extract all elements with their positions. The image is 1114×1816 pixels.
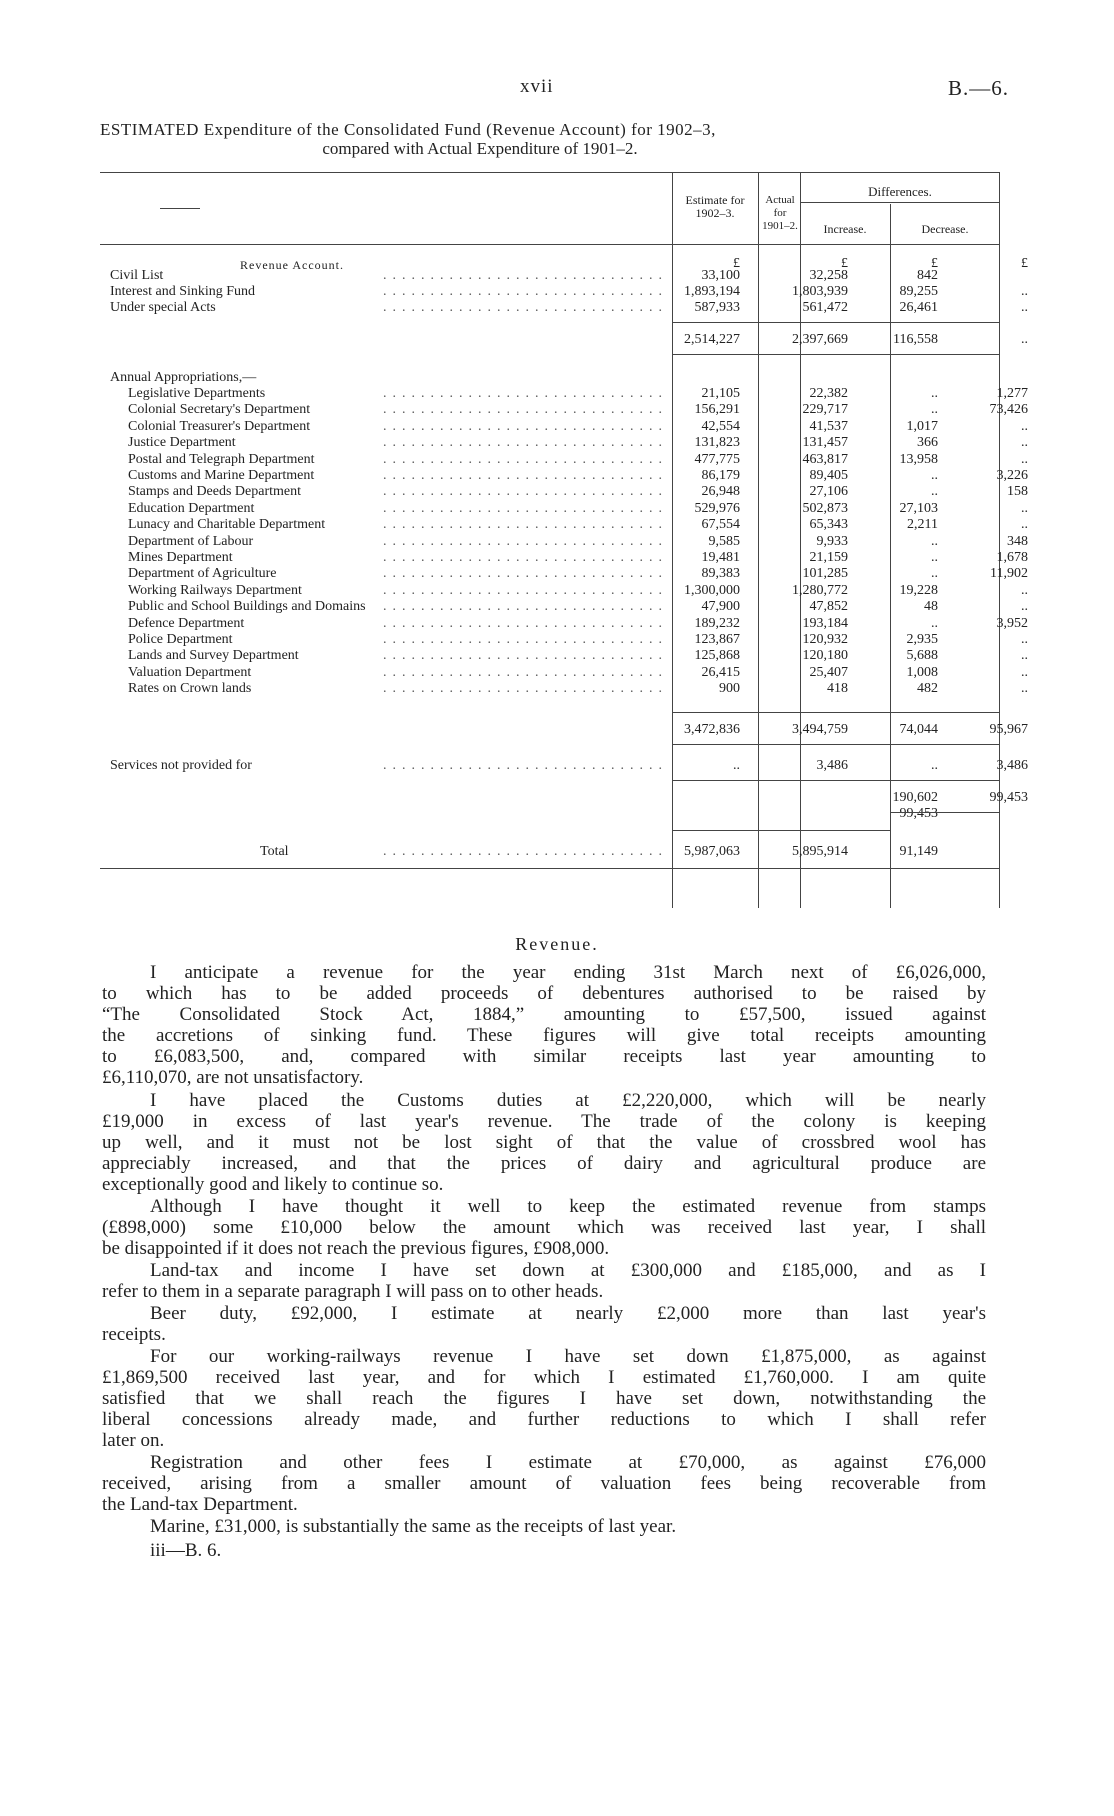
row-actual: 3,486 [816, 758, 848, 773]
paragraph-line: Beer duty, £92,000, I estimate at nearly £2,000 more than last year's [150, 1303, 986, 1324]
table-title-line-2: compared with Actual Expenditure of 1901–2. [322, 139, 638, 158]
sum-increase-less: 99,453 [899, 806, 938, 821]
row-increase: 89,255 [899, 284, 938, 299]
row-decrease: .. [1021, 664, 1028, 680]
leader-dots: .............................. [383, 451, 668, 467]
total-increase: 91,149 [899, 844, 938, 859]
row-actual: 120,932 [802, 632, 848, 647]
sums-row [100, 790, 1028, 806]
row-actual: 89,405 [809, 468, 848, 483]
header-bottom-rule [100, 244, 1000, 245]
paragraph-line: satisfied that we shall reach the figures I have set down, notwithstanding the [102, 1388, 986, 1409]
leader-dots: .............................. [383, 386, 668, 401]
row-estimate: 587,933 [694, 300, 740, 315]
currency-symbol: £ [733, 256, 740, 271]
row-actual: 502,873 [802, 500, 848, 516]
row-label: Public and School Buildings and Domains [128, 599, 366, 615]
subtotal-increase: 116,558 [893, 332, 938, 347]
row-decrease: 158 [1007, 484, 1028, 500]
differences-rule [800, 202, 1000, 203]
row-estimate: 9,585 [708, 533, 740, 549]
table-row [100, 484, 1028, 500]
row-increase: .. [931, 566, 938, 582]
row-label: Colonial Secretary's Department [128, 402, 311, 418]
row-label: Department of Agriculture [128, 566, 277, 582]
footer-signature: iii—B. 6. [150, 1540, 222, 1561]
row-label: Postal and Telegraph Department [128, 451, 315, 467]
sums-less-row [100, 806, 1000, 822]
row-estimate: 1,893,194 [684, 284, 740, 299]
row-estimate: 125,868 [694, 648, 740, 664]
table-row [100, 284, 1028, 300]
paragraph-line: to £6,083,500, and, compared with similar receipts last year amounting to [102, 1046, 986, 1067]
table-row [100, 468, 1028, 484]
row-decrease: .. [1021, 582, 1028, 598]
table-row [100, 517, 1028, 533]
table-row [100, 582, 1028, 599]
paragraph-line: For our working-railways revenue I have set down £1,875,000, as against [150, 1346, 986, 1367]
group2-subtotal-bottom-rule [672, 744, 1000, 745]
table-title-line-1: ESTIMATED Expenditure of the Consolidated Fund (Revenue Account) for 1902–3, [100, 120, 716, 139]
paragraph-line: later on. [102, 1430, 165, 1451]
paragraph-line: exceptionally good and likely to continue so. [102, 1174, 444, 1195]
leader-dots: .............................. [383, 681, 668, 697]
row-decrease: .. [1021, 648, 1028, 664]
leader-dots: .............................. [383, 758, 668, 773]
annual-appropriations-heading: Annual Appropriations,— [110, 370, 257, 385]
group1-subtotal-row [100, 332, 1028, 348]
paragraph-line: receipts. [102, 1324, 166, 1345]
table-row [100, 386, 1028, 402]
leader-dots: .............................. [383, 268, 668, 283]
total-estimate: 5,987,063 [684, 844, 740, 859]
row-label: Mines Department [128, 550, 233, 565]
subtotal-decrease: .. [1021, 332, 1028, 347]
row-estimate: 1,300,000 [684, 582, 740, 598]
table-row [100, 268, 1000, 284]
table-row [100, 435, 1028, 451]
currency-symbol: £ [841, 256, 848, 271]
paragraph-line: refer to them in a separate paragraph I will pass on to other heads. [102, 1281, 604, 1302]
paragraph-line: £6,110,070, are not unsatisfactory. [102, 1067, 364, 1088]
table-row [100, 500, 1028, 517]
row-decrease: .. [1021, 517, 1028, 533]
row-label: Colonial Treasurer's Department [128, 418, 311, 434]
row-actual: 22,382 [809, 386, 848, 401]
row-increase: 26,461 [899, 300, 938, 315]
paragraph-line: up well, and it must not be lost sight of that the value of crossbred wool has [102, 1132, 986, 1153]
row-label: Lands and Survey Department [128, 648, 299, 664]
row-decrease: .. [1021, 500, 1028, 516]
actual-column-header: Actual for 1901–2. [762, 194, 798, 232]
leader-dots: .............................. [383, 599, 668, 615]
row-label: Valuation Department [128, 664, 252, 680]
subtotal-actual: 2,397,669 [792, 332, 848, 347]
paragraph-line: I anticipate a revenue for the year ending 31st March next of £6,026,000, [150, 962, 986, 983]
services-not-provided-row [100, 758, 1028, 774]
row-actual: 21,159 [809, 550, 848, 565]
row-increase: 1,008 [906, 664, 938, 680]
row-increase: 2,211 [907, 517, 938, 533]
document-reference: B.—6. [948, 76, 1010, 100]
paragraph-line: appreciably increased, and that the prices of dairy and agricultural produce are [102, 1153, 986, 1174]
row-decrease: 3,226 [996, 468, 1028, 483]
subtotal-estimate: 2,514,227 [684, 332, 740, 347]
row-decrease: .. [1021, 300, 1028, 315]
row-decrease: .. [1021, 599, 1028, 615]
table-row [100, 664, 1028, 681]
table-bottom-rule [100, 868, 1000, 869]
row-actual: 27,106 [809, 484, 848, 500]
row-increase: 5,688 [906, 648, 938, 664]
leader-dots: .............................. [383, 435, 668, 451]
row-decrease: 3,952 [996, 615, 1028, 631]
table-row [100, 599, 1028, 615]
row-estimate: 33,100 [701, 268, 740, 283]
leader-dots: .............................. [383, 500, 668, 516]
table-row [100, 615, 1028, 632]
paragraph-beer-duty [102, 1303, 986, 1345]
total-label: Total [260, 844, 289, 859]
leader-dots: .............................. [383, 582, 668, 598]
table-top-rule [100, 172, 1000, 173]
subtotal-actual: 3,494,759 [792, 722, 848, 737]
table-row [100, 418, 1028, 435]
total-top-rule [672, 830, 890, 831]
row-increase: 842 [917, 268, 938, 283]
row-label: Working Railways Department [128, 582, 302, 598]
leader-dots: .............................. [383, 615, 668, 631]
row-estimate: 67,554 [701, 517, 740, 533]
row-estimate: 900 [719, 681, 740, 697]
total-actual: 5,895,914 [792, 844, 848, 859]
decrease-column-header: Decrease. [921, 222, 969, 236]
table-row [100, 533, 1028, 550]
paragraph-line: I have placed the Customs duties at £2,220,000, which will be nearly [150, 1090, 986, 1111]
subtotal-estimate: 3,472,836 [684, 722, 740, 737]
leader-dots: .............................. [383, 418, 668, 434]
row-actual: 463,817 [802, 451, 848, 467]
row-decrease: 348 [1007, 533, 1028, 549]
subtotal-decrease: 95,967 [989, 722, 1028, 737]
row-label: Interest and Sinking Fund [110, 284, 256, 299]
currency-symbol: £ [931, 256, 938, 271]
leader-dots: .............................. [383, 648, 668, 664]
sum-decrease: 99,453 [989, 790, 1028, 805]
row-increase: .. [931, 758, 938, 773]
paragraph-line: £1,869,500 received last year, and for which I estimated £1,760,000. I am quite [102, 1367, 986, 1388]
group2-subtotal-row [100, 722, 1028, 738]
leader-dots: .............................. [383, 517, 668, 533]
paragraph-revenue-anticipated [102, 962, 986, 1088]
subtotal-increase: 74,044 [899, 722, 938, 737]
table-row [100, 550, 1028, 566]
paragraph-line: £19,000 in excess of last year's revenue. The trade of the colony is keeping [102, 1111, 986, 1132]
row-label: Police Department [128, 632, 233, 647]
row-decrease: .. [1021, 284, 1028, 299]
increase-column-header: Increase. [823, 222, 867, 236]
table-row [100, 451, 1028, 468]
row-label: Customs and Marine Department [128, 468, 315, 483]
row-estimate: 477,775 [694, 451, 740, 467]
row-estimate: 26,948 [701, 484, 740, 500]
revenue-account-heading: Revenue Account. [240, 258, 344, 272]
row-decrease: 73,426 [989, 402, 1028, 418]
row-label: Under special Acts [110, 300, 216, 315]
row-estimate: 89,383 [701, 566, 740, 582]
services-bottom-rule [672, 780, 1000, 781]
row-increase: .. [931, 468, 938, 483]
row-actual: 25,407 [809, 664, 848, 680]
leader-dots: .............................. [383, 844, 668, 859]
paragraph-line: Land-tax and income I have set down at £300,000 and £185,000, and as I [150, 1260, 986, 1281]
leader-dots: .............................. [383, 550, 668, 565]
row-increase: .. [931, 484, 938, 500]
row-actual: 101,285 [802, 566, 848, 582]
leader-dots: .............................. [383, 402, 668, 418]
row-actual: 1,280,772 [792, 582, 848, 598]
paragraph-registration-fees [102, 1452, 986, 1515]
leader-dots: .............................. [383, 664, 668, 680]
paragraph-line: received, arising from a smaller amount of valuation fees being recoverable from [102, 1473, 986, 1494]
paragraph-line: the Land-tax Department. [102, 1494, 298, 1515]
row-label: Education Department [128, 500, 255, 516]
row-label: Stamps and Deeds Department [128, 484, 302, 500]
leader-dots: .............................. [383, 566, 668, 582]
row-decrease: .. [1021, 681, 1028, 697]
page-number: xvii [520, 76, 554, 97]
row-decrease: 3,486 [996, 758, 1028, 773]
leader-dots: .............................. [383, 468, 668, 483]
paragraph-line: “The Consolidated Stock Act, 1884,” amounting to £57,500, issued against [102, 1004, 986, 1025]
total-row [100, 844, 1000, 860]
row-label: Rates on Crown lands [128, 681, 252, 697]
paragraph-customs-duties [102, 1090, 986, 1195]
row-estimate: 42,554 [701, 418, 740, 434]
leader-dots: .............................. [383, 484, 668, 500]
row-estimate: 529,976 [694, 500, 740, 516]
decrease-final-rule [890, 812, 1000, 813]
row-estimate: 189,232 [694, 615, 740, 631]
paragraph-line: Registration and other fees I estimate at £70,000, as against £76,000 [150, 1452, 986, 1473]
leader-dots: .............................. [383, 300, 668, 315]
revenue-heading: Revenue. [515, 934, 599, 954]
row-increase: 1,017 [906, 418, 938, 434]
row-increase: .. [931, 615, 938, 631]
paragraph-land-tax [102, 1260, 986, 1302]
row-increase: 27,103 [899, 500, 938, 516]
table-row [100, 402, 1028, 418]
paragraph-working-railways [102, 1346, 986, 1451]
table-title [100, 120, 1000, 158]
row-estimate: 86,179 [701, 468, 740, 483]
row-decrease: .. [1021, 435, 1028, 451]
row-label: Services not provided for [110, 758, 252, 773]
leader-dots: .............................. [383, 284, 668, 299]
table-row [100, 566, 1028, 582]
estimate-column-header: Estimate for 1902–3. [685, 193, 745, 220]
paragraph-marine [102, 1516, 986, 1537]
expenditure-table [100, 172, 1028, 922]
row-label: Civil List [110, 268, 164, 283]
row-increase: .. [931, 386, 938, 401]
table-row [100, 681, 1028, 697]
paragraph-line: Although I have thought it well to keep the estimated revenue from stamps [150, 1196, 986, 1217]
row-decrease: .. [1021, 418, 1028, 434]
row-increase: 48 [924, 599, 938, 615]
blank-header-rule [160, 208, 200, 209]
row-actual: 65,343 [809, 517, 848, 533]
group1-subtotal-rule [672, 322, 1000, 323]
leader-dots: .............................. [383, 533, 668, 549]
table-row [100, 632, 1028, 648]
row-estimate: 26,415 [701, 664, 740, 680]
row-estimate: 21,105 [701, 386, 740, 401]
row-decrease: .. [1021, 632, 1028, 647]
row-estimate: .. [733, 758, 740, 773]
row-estimate: 123,867 [694, 632, 740, 647]
row-increase: .. [931, 533, 938, 549]
row-label: Defence Department [128, 615, 245, 631]
row-actual: 9,933 [816, 533, 848, 549]
row-increase: 19,228 [899, 582, 938, 598]
row-increase: 366 [917, 435, 938, 451]
row-actual: 561,472 [802, 300, 848, 315]
row-actual: 41,537 [809, 418, 848, 434]
row-decrease: 1,678 [996, 550, 1028, 565]
group1-subtotal-bottom-rule [672, 354, 1000, 355]
row-actual: 47,852 [809, 599, 848, 615]
row-estimate: 47,900 [701, 599, 740, 615]
row-decrease: 1,277 [996, 386, 1028, 401]
row-actual: 120,180 [802, 648, 848, 664]
group2-subtotal-rule [672, 712, 1000, 713]
row-actual: 1,803,939 [792, 284, 848, 299]
row-decrease: 11,902 [990, 566, 1028, 582]
row-increase: .. [931, 550, 938, 565]
table-row [100, 648, 1028, 664]
paragraph-line: be disappointed if it does not reach the previous figures, £908,000. [102, 1238, 610, 1259]
row-label: Department of Labour [128, 533, 254, 549]
row-estimate: 131,823 [694, 435, 740, 451]
leader-dots: .............................. [383, 632, 668, 647]
currency-symbol: £ [1021, 256, 1028, 271]
table-row [100, 300, 1028, 316]
differences-header: Differences. [868, 184, 932, 199]
paragraph-line: the accretions of sinking fund. These figures will give total receipts amounting [102, 1025, 986, 1046]
row-label: Legislative Departments [128, 386, 266, 401]
paragraph-line: liberal concessions already made, and further reductions to which I shall refer [102, 1409, 986, 1430]
row-label: Lunacy and Charitable Department [128, 517, 326, 533]
row-decrease: .. [1021, 451, 1028, 467]
row-actual: 193,184 [802, 615, 848, 631]
row-increase: .. [931, 402, 938, 418]
row-actual: 131,457 [802, 435, 848, 451]
row-estimate: 19,481 [701, 550, 740, 565]
paragraph-line: (£898,000) some £10,000 below the amount which was received last year, I shall [102, 1217, 986, 1238]
row-increase: 2,935 [906, 632, 938, 647]
row-label: Justice Department [128, 435, 236, 451]
row-actual: 229,717 [802, 402, 848, 418]
paragraph-stamps [102, 1196, 986, 1259]
row-estimate: 156,291 [694, 402, 740, 418]
paragraph-line: Marine, £31,000, is substantially the same as the receipts of last year. [150, 1516, 677, 1537]
row-actual: 32,258 [809, 268, 848, 283]
row-increase: 13,958 [899, 451, 938, 467]
sum-increase: 190,602 [892, 790, 938, 805]
row-increase: 482 [917, 681, 938, 697]
paragraph-line: to which has to be added proceeds of debentures authorised to be raised by [102, 983, 986, 1004]
row-actual: 418 [827, 681, 848, 697]
